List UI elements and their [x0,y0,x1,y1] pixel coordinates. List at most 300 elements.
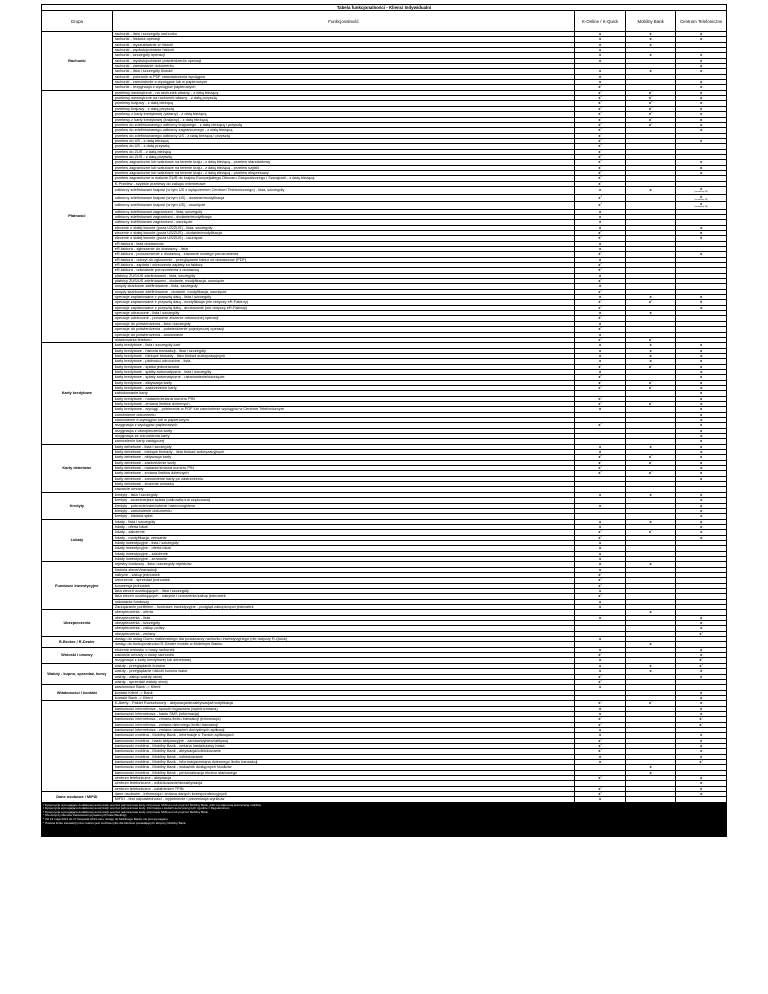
header-phone-center: Centrum Telefoniczne [676,11,727,32]
functionality-cell: przelewy z karty kredytowej (własny) - z datą bieżącą [112,112,575,117]
k-online-mark: $x^1$ [575,396,626,401]
mobile-bank-mark: $x^1$ [625,471,676,476]
phone-center-mark: x [676,738,727,743]
phone-center-mark: $x^1$ [676,722,727,727]
mobile-bank-mark [625,797,676,802]
functionality-cell: centrum telefoniczne - ustal/zmień TPIN [112,786,575,791]
k-online-mark: x [575,663,626,668]
functionality-cell: centrum telefoniczne - odblokowanie/dezaktywacja [112,781,575,786]
functionality-cell: przelewy wewnętrzne - na rachunek własny - z datą bieżącą [112,90,575,95]
phone-center-mark: x [676,701,727,706]
k-online-mark: $x^1$ [575,578,626,583]
phone-center-note: (na dzisiaj 24) [694,206,708,209]
functionality-cell: karty debetowe - bieżące blokady - lista blokad autoryzacyjnych [112,450,575,455]
functionality-cell: eR-faktura - porozumienie z dostawcą - zawarcie nowego porozumienia [112,252,575,257]
k-online-mark: $x^1$ [575,786,626,791]
phone-center-mark: x (na dzisiaj 24) [676,194,727,202]
k-online-mark: $x^1$ [575,375,626,380]
functionality-cell: rachunki - zamawianie dokumentu [112,64,575,69]
functionality-cell: karty debetowe - zamówienie karty po zastrzeżeniu [112,476,575,481]
functionality-cell: waluty - zakup waluty obcej [112,674,575,679]
k-online-mark: $x^1$ [575,122,626,127]
functionality-cell: kredyty - zamówienie dokumentu [112,508,575,513]
functionality-cell: zablokowanie karty [112,391,575,396]
functionality-cell: przelew zagraniczne lub walutowe na terenie kraju - z datą bieżącą - przelew ekspresowy [112,170,575,175]
k-online-mark: $x^1$ [575,160,626,165]
k-online-mark: $x^1$ [575,380,626,385]
phone-center-mark: x [676,444,727,449]
mobile-bank-mark: $x^1$ [625,117,676,122]
functionality-cell: przelew do ZUS - z datą przyszłą [112,154,575,159]
phone-center-mark: x [676,471,727,476]
functionality-cell: ubezpieczenia - szczegóły [112,621,575,626]
functionality-cell: lokaty - lista i szczegóły [112,519,575,524]
phone-center-mark: x [676,423,727,428]
phone-center-mark: x [676,615,727,620]
group-label: Waluty - kupno, sprzedaż, kursy [42,663,113,684]
k-online-mark: $x^1$ [575,181,626,186]
functionality-cell: zlecenie o stałej kwocie (poza US/ZUS) - lista, szczegóły [112,225,575,230]
functionality-cell: płatnicy ZUS/US zdefiniowani - lista, szczegóły [112,273,575,278]
functionality-cell: rachunki - zamówienie e-wyciągów lub w papierowym [112,80,575,85]
phone-center-mark: x [676,476,727,481]
mobile-bank-mark: $x^1$ [625,455,676,460]
phone-center-mark: x [676,690,727,695]
mobile-bank-mark: x [625,32,676,37]
functionality-cell: karty debetowe - lista i szczegóły [112,444,575,449]
functionality-cell: bankowość mobilna - Mobilny Bank - aktywacja/odblokowanie [112,749,575,754]
group-label: R-Broker / R-Dealer [42,637,113,648]
functionality-cell: eR-faktura - odczyt do zgłoszenie - przeglądanie faktur od dostawców (PDF) [112,257,575,262]
k-online-mark: $x^1$ [575,460,626,465]
phone-center-mark: x [676,391,727,396]
k-online-mark: x [575,711,626,716]
phone-center-mark: x [676,466,727,471]
functionality-cell: ubezpieczenia - oferta [112,610,575,615]
phone-center-mark: x (na dzisiaj 24) [676,202,727,210]
functionality-cell: karty debetowe - zastrzeżenie karty [112,460,575,465]
header-functionality: Funkcjonalność [112,11,575,32]
functionality-cell: urzędy skarbowe zdefiniowane - lista, szczegóły [112,284,575,289]
mobile-bank-mark: x [625,295,676,300]
phone-center-mark: x [676,385,727,390]
phone-center-mark: x [676,128,727,133]
functionality-cell: kontakt Klient -> Bank [112,690,575,695]
k-online-mark: $x^1$ [575,305,626,310]
phone-center-mark: x [676,781,727,786]
functionality-cell: lokaty - założenie [112,530,575,535]
phone-center-mark: x [676,674,727,679]
functionality-cell: waluty - przeglądanie kursów [112,663,575,668]
functionality-cell: bankowość mobilna - Mobilny Bank - wskaźnik dostępnych środków [112,765,575,770]
mobile-bank-mark: $x^1$ [625,364,676,369]
phone-center-mark: x [676,669,727,674]
functionality-cell: kontakt Bank -> Klient [112,695,575,700]
functionality-cell: wiadomości Bank -> Klient [112,685,575,690]
functionality-cell: Zarządzanie portfelem - fundusze inwestycyjne - podgląd zakupionych jednostek [112,605,575,610]
mobile-bank-mark: $x^1$ [625,300,676,305]
k-online-mark: $x^1$ [575,316,626,321]
k-online-mark: $x^1$ [575,154,626,159]
functionality-cell: kredyty - wcześniejsza spłata (całkowita lub częściowa) [112,498,575,503]
group-label: Kredyty [42,492,113,519]
phone-center-mark: x [676,412,727,417]
k-online-mark: x [575,685,626,690]
phone-center-mark: x [676,69,727,74]
k-online-mark: $x^1$ [575,101,626,106]
functionality-cell: operacje do potwierdzenia - potwierdzenie pojedynczej operacji [112,327,575,332]
k-online-mark: x [575,647,626,652]
functionality-cell: operacje zaplanowane z przyszłą datą - lista i szczegóły [112,295,575,300]
k-online-mark: $x^1$ [575,583,626,588]
functionality-cell: E-Przelew - szybkie przelewy do zakupu internetowe [112,181,575,186]
k-online-mark: x [575,727,626,732]
mobile-bank-mark: x [625,642,676,647]
functionality-cell: lista zleceń oczekujących - nabycie i umorzenie/zakup jednostek [112,594,575,599]
functionality-cell: bankowość internetowa - zmiana dziennego limitu transakcji [112,722,575,727]
k-online-mark: x [575,519,626,524]
phone-center-mark [676,797,727,802]
functionality-cell: historia zleceń/transakcji [112,567,575,572]
k-online-mark: $x^1$ [575,252,626,257]
k-online-mark: $x^1$ [575,743,626,748]
phone-center-note: (na dzisiaj 24) [694,198,708,201]
functionality-cell: umorzenie - sprzedaż jednostek [112,578,575,583]
functionality-cell: urzędy skarbowe zdefiniowane - dodanie, modyfikacja, usunięcie [112,289,575,294]
phone-center-mark: x [676,535,727,540]
mobile-bank-mark: x [625,311,676,316]
phone-center-mark: x [676,653,727,658]
mobile-bank-mark: x [625,343,676,348]
phone-center-mark: $x^1$ [676,717,727,722]
k-online-mark: x [575,706,626,711]
phone-center-mark: x [676,508,727,513]
k-online-mark: $x^1$ [575,385,626,390]
functionality-cell: bankowość mobilna - hasło aktywacyjne - zamów/wybierz/aktywuj [112,738,575,743]
phone-center-mark: x [676,348,727,353]
phone-center-mark: x [676,776,727,781]
k-online-mark: x [575,32,626,37]
k-online-mark: $x^1$ [575,289,626,294]
phone-center-mark: x [676,418,727,423]
table-row [42,194,727,202]
k-online-mark: $x^1$ [575,466,626,471]
k-online-mark: $x^1$ [575,674,626,679]
k-online-mark: x [575,42,626,47]
phone-center-mark: x [676,37,727,42]
footnote: ⁴ Nie dotyczy klientów bankowości prywatnej (Private Banking). [43,814,128,818]
k-online-mark: $x^1$ [575,149,626,154]
mobile-bank-mark: x [625,359,676,364]
phone-center-mark: x [676,353,727,358]
phone-center-mark: x [676,492,727,497]
functionality-cell: ubezpieczenia - zakup polisy [112,626,575,631]
phone-center-mark: x [676,743,727,748]
functionality-cell: ubezpieczenia - zmiany [112,631,575,636]
functionality-cell: lokaty inwestycyjne - oferta lokat [112,546,575,551]
k-online-mark: x [575,733,626,738]
group-label: Rachunki [42,32,113,91]
functionality-cell: bankowość internetowa - sposób logowania (wybór/zmiana) [112,706,575,711]
functionality-cell: bankowość mobilna - Mobilny Bank - informacja/zmiana dziennego limitu transakcji [112,760,575,765]
k-online-mark: $x^1$ [575,170,626,175]
k-online-mark: $x^1$ [575,722,626,727]
functionality-cell: rachunki - lista i szczegóły rachunku [112,32,575,37]
functionality-cell: przelew do US - z datą przyszłą [112,144,575,149]
k-online-mark: x [575,567,626,572]
k-online-mark: $x^1$ [575,535,626,540]
functionality-cell: rejestry funduszy - lista i szczegóły rejestrów [112,562,575,567]
functionality-cell: karty kredytowe - historia transakcji - lista i szczegóły [112,348,575,353]
functionality-cell: karty kredytowe - wyciągi - pobieranie w PDF lub zamówienie wyciągów w Centrum Telefonicznym [112,407,575,412]
k-online-mark: x [575,209,626,214]
k-online-mark: x [575,503,626,508]
k-online-mark: $x^1$ [575,327,626,332]
phone-center-mark: x [676,733,727,738]
functionality-cell: odbiorcy zdefiniowani zagraniczni - dodanie/modyfikacja [112,214,575,219]
functionality-cell: rezygnacja ze wznowienia karty [112,434,575,439]
phone-center-mark: x [676,225,727,230]
mobile-bank-mark: x [625,348,676,353]
k-online-mark: x [575,247,626,252]
phone-center-mark: x [676,80,727,85]
mobile-bank-mark: x [625,492,676,497]
functionality-cell: operacje do potwierdzenia - lista i szczegóły [112,321,575,326]
functionality-cell: dostęp do usług Domu maklerskiego dla posiadaczy rachunku inwestycyjnego (nie dotyczy R-Quick) [112,637,575,642]
functionality-cell: odbiorcy zdefiniowani zagraniczni - lista, szczegóły [112,209,575,214]
functionality-cell: rachunki - wyszukiwanie w historii [112,42,575,47]
functionality-cell: przelewy z karty kredytowej (krajowy) - z datą bieżącą [112,117,575,122]
phone-center-mark: x [676,32,727,37]
phone-center-mark: x [676,343,727,348]
functionality-table-sheet [41,4,727,837]
functionality-cell: kredyty - pobranie/zamówienie harmonogramu [112,503,575,508]
k-online-mark: x [575,605,626,610]
k-online-mark: x [575,599,626,604]
phone-center-mark: x [676,359,727,364]
functionality-cell: rachunki - pobranie w PDF zaświadczenia wyciągów [112,74,575,79]
k-online-mark: $x^1$ [575,96,626,101]
functionality-cell: bankowość internetowa - zmiana ustawień domyślnych aplikacji [112,727,575,732]
phone-center-mark: x [676,503,727,508]
k-online-mark: x [575,74,626,79]
footnote: ⁶ Zmiana limitu transakcji przez telefon jest możliwa tylko dla klientów posiadających aktywny Mobilny Bank. [43,821,187,825]
functionality-cell: dostęp do funkcjonalności R-Dealer mobile w Mobilnym Banku [112,642,575,647]
functionality-cell: doładowania telefonu [112,337,575,342]
functionality-cell: MiFID - test odpowiedności - wypełnienie i prezentacja wyników [112,797,575,802]
functionality-cell: eR-faktura - zgłoszenie do dostawcy - lista [112,247,575,252]
mobile-bank-mark: $x^1$ [625,101,676,106]
functionality-cell: lokaty inwestycyjne - zerwanie [112,556,575,561]
functionality-cell: nabycie - zakup jednostek [112,572,575,577]
functionality-cell: zamówienie dokumentu [112,412,575,417]
mobile-bank-mark: $x^1$ [625,380,676,385]
functionality-cell: kredyty - historia spłat [112,514,575,519]
table-row [42,202,727,210]
header-group: Grupa [42,11,113,32]
k-online-mark: x [575,225,626,230]
phone-center-mark: x [676,106,727,111]
k-online-mark: $x^1$ [575,106,626,111]
phone-center-mark: x [676,138,727,143]
phone-center-mark: x [676,626,727,631]
phone-center-mark: x [676,524,727,529]
phone-center-mark: x [676,170,727,175]
k-online-mark: $x^1$ [575,530,626,535]
phone-center-mark: $x^1$ [676,658,727,663]
k-online-mark: $x^1$ [575,202,626,210]
k-online-mark: x [575,321,626,326]
k-online-mark: x [575,348,626,353]
k-online-mark: $x^1$ [575,471,626,476]
phone-center-mark: $x^1$ [676,760,727,765]
functionality-cell: eR-faktura - zapłata / odrzucenie zapłaty za fakturę [112,263,575,268]
group-label: Dane osobowe i MiFID [42,792,113,803]
functionality-cell: przelew zagraniczne w walucie EUR do krajów Europejskiego Obszaru Gospodarczego i Szwajcarii - z datą bieżącą [112,176,575,181]
footnote: ⁵ Od 19 maja 2014 do 17 listopada 2014 roku, dostęp do Mobilnego Banku nie jest wymagany. [43,817,169,821]
header-k-online: K-Online / K-Quick [575,11,626,32]
phone-center-mark: x [676,792,727,797]
k-online-mark: x [575,214,626,219]
mobile-bank-mark: $x^1$ [625,106,676,111]
phone-center-mark: x [676,112,727,117]
phone-center-mark: x [676,305,727,310]
functionality-cell: bankowość mobilna - Mobilny Bank - personalizacja ekranu startowego [112,770,575,775]
functionality-cell: zawarcie umowy [112,487,575,492]
header-mobile-bank: Mobilny Bank [625,11,676,32]
k-online-mark: $x^1$ [575,679,626,684]
phone-center-mark: x [676,53,727,58]
functionality-cell: bankowość mobilna - Mobilny Bank - informacje o Twoich aplikacjach [112,733,575,738]
k-online-mark: $x^1$ [575,165,626,170]
mobile-bank-mark: x [625,519,676,524]
phone-center-mark: x [676,706,727,711]
k-online-mark: x [575,492,626,497]
k-online-mark: x [575,37,626,42]
functionality-cell: centrum telefoniczne - aktywacja [112,776,575,781]
functionality-cell: operacje odrzucone - ponowne złożenie odrzuconej operacji [112,316,575,321]
k-online-mark: $x^1$ [575,117,626,122]
functionality-cell: eR-faktura - lista dostawców [112,241,575,246]
mobile-bank-mark: $x^1$ [625,530,676,535]
functionality-cell: zamówienie e-wyciągów lub w papierowym [112,418,575,423]
functionality-cell: lokaty inwestycyjne - założenie [112,551,575,556]
functionality-cell: operacje odrzucone - lista i szczegóły [112,311,575,316]
functionality-cell: przelew do zdefiniowanego odbiorcy zagranicznego - z datą bieżącą [112,128,575,133]
functionality-cell: kredyty - lista i szczegóły [112,492,575,497]
k-online-mark: $x^1$ [575,268,626,273]
k-online-mark: $x^1$ [575,236,626,241]
functionality-cell: lokaty inwestycyjne - lista i szczegóły [112,540,575,545]
k-online-mark: x [575,444,626,449]
functionality-cell: odbiorcy zdefiniowani krajowi (w tym US) - usunięcie [112,202,575,210]
k-online-mark: x [575,332,626,337]
mobile-bank-mark [625,194,676,202]
functionality-cell: bankowość mobilna - Mobilny Bank - zmiana hasła/nazwy hasła [112,743,575,748]
phone-center-mark: x [676,236,727,241]
k-online-mark: $x^1$ [575,594,626,599]
functionality-cell: notowania funduszy [112,599,575,604]
mobile-bank-mark: $x^1$ [625,96,676,101]
group-label: Wnioski i umowy [42,647,113,663]
k-online-mark: $x^1$ [575,230,626,235]
phone-center-mark: x [676,380,727,385]
k-online-mark: $x^1$ [575,133,626,138]
functionality-cell: bankowość internetowa - hasło SMS (informacja) [112,711,575,716]
phone-center-mark: x [676,230,727,235]
phone-center-mark: x [676,160,727,165]
mobile-bank-mark: $x^1$ [625,337,676,342]
phone-center-mark: x [676,90,727,95]
k-online-mark: $x^1$ [575,364,626,369]
functionality-cell: przelew do zdefiniowanego odbiorcy krajowego - z datą bieżącą i przyszłą [112,122,575,127]
mobile-bank-mark: x [625,765,676,770]
functionality-cell: karty kredytowe - zmiana limitów dziennych [112,401,575,406]
mobile-bank-mark: x [625,770,676,775]
functionality-cell: karty kredytowe - zastrzeżenie karty [112,385,575,390]
functionality-cell: operacje do potwierdzenia - anulowanie [112,332,575,337]
phone-center-mark: x [676,101,727,106]
functionality-cell: karty debetowe - aktywacja karty [112,455,575,460]
functionality-cell: bankowość mobilna - Mobilny Bank - odblokowanie [112,754,575,759]
k-online-mark: $x^1$ [575,749,626,754]
phone-center-mark: x [676,460,727,465]
phone-center-mark: x [676,64,727,69]
k-online-mark: x [575,615,626,620]
footnotes [41,803,727,837]
group-label: Ubezpieczenia [42,610,113,637]
footnote: ³ Dyspozycja wymagająca dodatkowej autoryzacji poprzez jednorazowe kody otrzymane SMS-em lub poprzez Mobilny Bank. [43,810,209,814]
functionality-cell: karty kredytowe - lista i szczegóły kart [112,343,575,348]
functionality-cell: rezygnacja z ubezpieczenia karty [112,428,575,433]
mobile-bank-mark [625,202,676,210]
k-online-mark: x [575,754,626,759]
mobile-bank-mark: x [625,186,676,194]
mobile-bank-mark: x [625,353,676,358]
group-label: Karty kredytowe [42,343,113,445]
table-row [42,186,727,194]
k-online-mark: x [575,540,626,545]
functionality-cell: karty kredytowe - spłata jednorazowa [112,364,575,369]
k-online-mark: $x^1$ [575,263,626,268]
functionality-cell: zlecenie o stałej kwocie (poza US/ZUS) - dodanie/modyfikacja [112,230,575,235]
k-online-mark: $x^1$ [575,423,626,428]
k-online-mark: x [575,669,626,674]
phone-center-mark: x [676,58,727,63]
table-title: Tabela funkcjonalności - Klienci Indywidualni [42,5,727,11]
footnote: ¹ Dyspozycje wymagające dodatkowej autoryzacji poprzez jednorazowe kody otrzymane SMS-em lub poprzez Mobilny Bank, jeśli ma włączoną autoryzację mobilną. [43,803,262,807]
mobile-bank-mark: x [625,444,676,449]
functionality-cell: eR-faktura - odwołanie porozumienia z dostawcą [112,268,575,273]
phone-center-mark: x [676,364,727,369]
functionality-cell: rachunki - wydruk/pobranie potwierdzenia operacji [112,58,575,63]
k-online-mark: $x^1$ [575,401,626,406]
phone-center-mark: x [676,647,727,652]
phone-center-mark: x [676,428,727,433]
group-label [42,701,113,792]
mobile-bank-mark: x [625,53,676,58]
k-online-mark: x [575,48,626,53]
mobile-bank-mark: $x^1$ [625,112,676,117]
mobile-bank-mark: x [625,669,676,674]
k-online-mark: x [575,658,626,663]
phone-center-mark: x [676,434,727,439]
k-online-mark: $x^1$ [575,701,626,706]
mobile-bank-mark: $x^1$ [625,701,676,706]
functionality-cell: lokaty - oferta lokat [112,524,575,529]
k-online-mark: $x^1$ [575,194,626,202]
functionality-cell: przelew zagraniczne lub walutowe na terenie kraju - z datą bieżącą - przelew szybki [112,165,575,170]
